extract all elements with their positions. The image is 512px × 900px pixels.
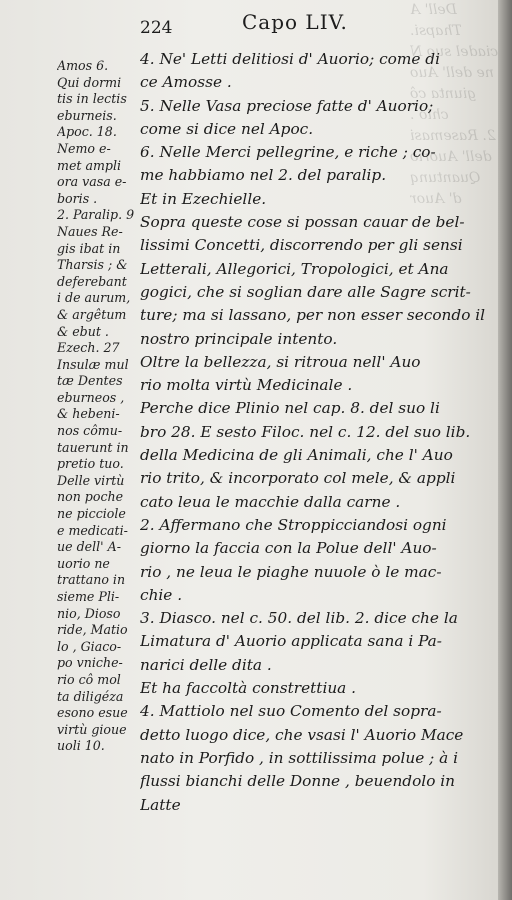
text-line: Sopra queste cose si possan cauar de bel- bbox=[140, 213, 465, 232]
text-line: nostro principale intento. bbox=[140, 329, 338, 348]
text-line: rio molta virtù Medicinale . bbox=[140, 376, 353, 395]
margin-note-line: virtù gioue bbox=[57, 721, 127, 737]
text-line: flussi bianchi delle Donne , beuendolo in bbox=[140, 772, 456, 791]
margin-note-line: deferebant bbox=[57, 273, 127, 289]
margin-note-line: esono esue bbox=[57, 705, 128, 721]
text-line: come si dice nel Apoc. bbox=[140, 119, 314, 138]
bleed-line: Quantunq bbox=[410, 170, 481, 186]
margin-note-line: & hebeni- bbox=[57, 406, 120, 422]
margin-note-line: 2. Paralip. 9 bbox=[57, 207, 135, 223]
margin-note-line: e medicati- bbox=[57, 522, 128, 538]
margin-note-line: sieme Pli- bbox=[57, 589, 120, 604]
margin-note-line: Ezech. 27 bbox=[57, 340, 120, 356]
margin-note-line: nio, Dioso bbox=[57, 605, 121, 621]
margin-note-line: met ampli bbox=[57, 157, 122, 173]
margin-note-line: tauerunt in bbox=[57, 439, 129, 455]
margin-note-line: Amos 6. bbox=[57, 58, 109, 73]
text-line: Limatura d' Auorio applicata sana i Pa- bbox=[140, 632, 442, 651]
text-line: 6. Nelle Merci pellegrine, e riche ; co- bbox=[140, 143, 436, 162]
text-line: Oltre la bellezza, si ritroua nell' Auo bbox=[140, 352, 421, 371]
margin-note-line: tæ Dentes bbox=[57, 373, 123, 389]
bleed-line: Dell' A bbox=[410, 2, 457, 18]
text-line: rio trito, & incorporato col mele, & appli bbox=[140, 469, 456, 488]
text-line: Latte bbox=[140, 795, 181, 814]
margin-note-line: ne picciole bbox=[57, 506, 126, 522]
text-line: gogici, che si soglian dare alle Sagre scrit- bbox=[140, 282, 471, 301]
margin-note-line: uorio ne bbox=[57, 555, 110, 571]
margin-note-line: Insulæ mul bbox=[57, 356, 129, 372]
margin-note-line: Tharsis ; & bbox=[57, 257, 128, 273]
bleed-line: ciadel suo N bbox=[410, 44, 498, 60]
margin-note-line: Delle virtù bbox=[57, 472, 125, 488]
margin-note-line: & argêtum bbox=[57, 306, 127, 322]
margin-note-line: Naues Re- bbox=[57, 223, 123, 239]
page-header bbox=[140, 10, 470, 38]
text-line: bro 28. E sesto Filoc. nel c. 12. del suo lib. bbox=[140, 422, 471, 441]
margin-note-line: gis ibat in bbox=[57, 240, 121, 256]
text-line: 4. Mattiolo nel suo Comento del sopra- bbox=[140, 702, 442, 721]
margin-note-line: boris . bbox=[57, 190, 98, 206]
text-line: giorno la faccia con la Polue dell' Auo- bbox=[140, 539, 437, 558]
text-line: Letterali, Allegorici, Tropologici, et Ana bbox=[140, 259, 449, 278]
text-line: 2. Affermano che Stroppicciandosi ogni bbox=[140, 515, 447, 534]
text-line: me habbiamo nel 2. del paralip. bbox=[140, 166, 387, 185]
margin-note-line: ora vasa e- bbox=[57, 174, 127, 190]
margin-note-line: trattano in bbox=[57, 572, 126, 588]
running-title: Capo LIV. bbox=[242, 10, 348, 34]
text-line: cato leua le macchie dalla carne . bbox=[140, 492, 401, 511]
bleed-line: d' Auor bbox=[410, 191, 462, 207]
text-line: narici delle dita . bbox=[140, 655, 272, 674]
text-line: rio , ne leua le piaghe nuuole ò le mac- bbox=[140, 562, 442, 581]
margin-note-line: Qui dormi bbox=[57, 74, 122, 90]
text-line: nato in Porfido , in sottilissima polue ; à i bbox=[140, 748, 459, 767]
margin-note-line: eburneis. bbox=[57, 107, 117, 123]
text-line: 4. Ne' Letti delitiosi d' Auorio; come di bbox=[140, 50, 440, 68]
bleed-line: giunta cô bbox=[410, 86, 477, 102]
margin-note-line: & ebut . bbox=[57, 323, 109, 339]
text-line: ture; ma si lassano, per non esser secondo il bbox=[140, 306, 486, 325]
bleed-line: 2. Rasemasi bbox=[410, 128, 496, 144]
bleed-line: Thapsi. bbox=[410, 23, 462, 39]
margin-note-line: ta diligéza bbox=[57, 688, 124, 704]
margin-note-line: i de aurum, bbox=[57, 290, 131, 306]
bleed-line: dell' Auorio bbox=[410, 149, 492, 165]
text-line: Et ha faccoltà constrettiua . bbox=[140, 679, 357, 698]
margin-note-line: Nemo e- bbox=[57, 140, 111, 156]
text-line: ce Amosse . bbox=[140, 73, 232, 92]
text-line: 3. Diasco. nel c. 50. del lib. 2. dice che la bbox=[140, 609, 458, 628]
text-line: Et in Ezechielle. bbox=[140, 189, 267, 208]
margin-note-line: po vniche- bbox=[57, 655, 123, 671]
bleed-line: ne dell' Auo bbox=[410, 65, 494, 81]
text-line: 5. Nelle Vasa preciose fatte d' Auorio; bbox=[140, 96, 434, 115]
text-line: Perche dice Plinio nel cap. 8. del suo li bbox=[140, 399, 440, 418]
margin-note-line: tis in lectis bbox=[57, 91, 127, 107]
margin-note-line: ride, Matio bbox=[57, 622, 128, 638]
margin-note-line: pretio tuo. bbox=[57, 456, 124, 472]
margin-note-line: Apoc. 18. bbox=[57, 124, 117, 140]
text-line: lissimi Concetti, discorrendo per gli sensi bbox=[140, 236, 463, 255]
page-edge-shadow bbox=[498, 0, 512, 900]
text-line: detto luogo dice, che vsasi l' Auorio Mace bbox=[140, 725, 464, 744]
margin-note-line: rio cô mol bbox=[57, 671, 121, 687]
margin-note-line: lo , Giaco- bbox=[57, 638, 122, 654]
margin-note-line: uoli 10. bbox=[57, 738, 105, 754]
bleed-line: chio . bbox=[410, 107, 449, 123]
main-text bbox=[140, 48, 498, 817]
text-line: chie . bbox=[140, 585, 183, 604]
margin-note-line: eburneos , bbox=[57, 389, 125, 405]
margin-notes bbox=[57, 58, 141, 755]
margin-note-line: ue dell' A- bbox=[57, 539, 121, 555]
margin-note-line: nos cômu- bbox=[57, 423, 123, 439]
margin-note-line: non poche bbox=[57, 489, 124, 505]
text-line: della Medicina de gli Animali, che l' Auo bbox=[140, 446, 453, 465]
page-number: 224 bbox=[140, 18, 173, 38]
